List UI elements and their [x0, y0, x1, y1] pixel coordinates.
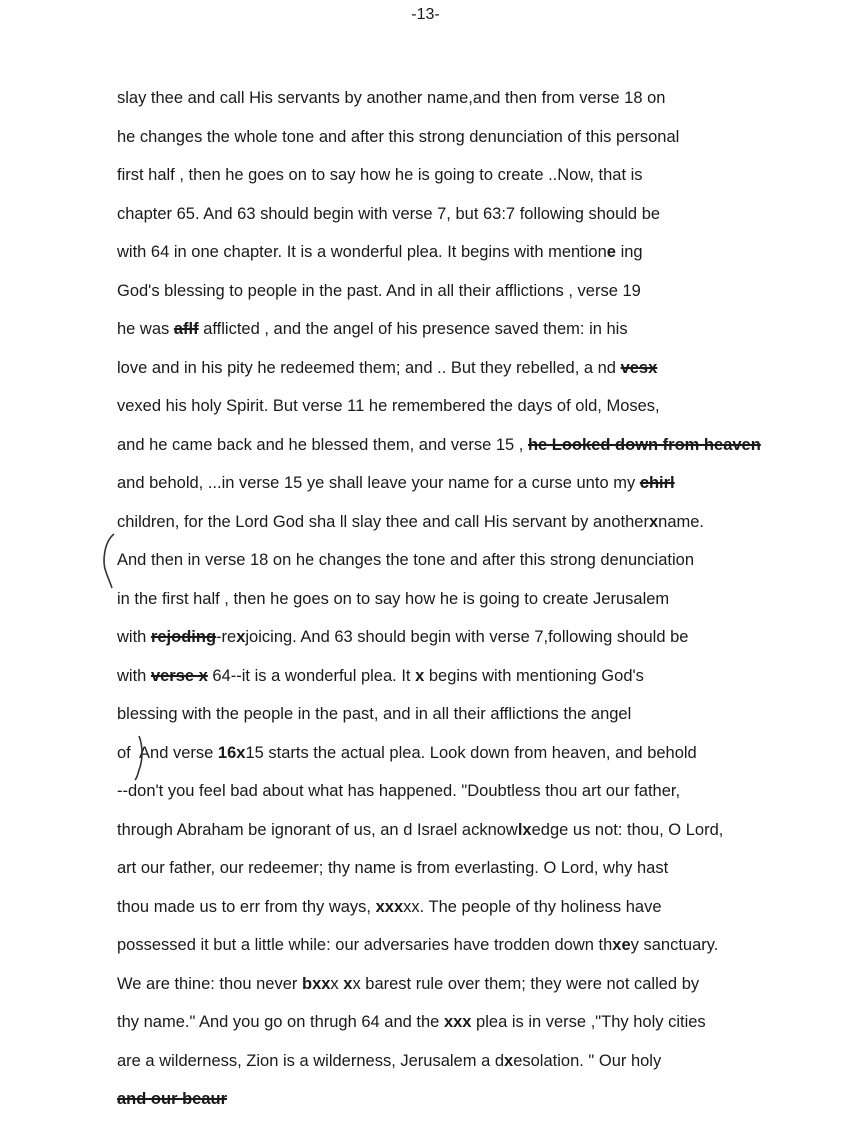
text-segment: joicing. And 63 should begin with verse 7,following should be: [245, 628, 689, 646]
text-segment: love and in his pity he redeemed them; and .. But they rebelled, a nd: [117, 358, 621, 377]
text-line: [117, 510, 837, 549]
text-segment: 64--it is a wonderful plea. It: [207, 666, 416, 685]
text-line: [117, 394, 837, 433]
text-line: [117, 625, 837, 664]
text-segment: plea is in verse ,"Thy holy cities: [471, 1013, 706, 1031]
text-line: [117, 163, 837, 202]
text-line: [117, 818, 837, 857]
document-body: [117, 86, 837, 1126]
text-segment: first half , then he goes on to say how he is going to create ..Now, that is: [117, 166, 643, 184]
text-segment: ing: [615, 243, 643, 261]
struck-text: aflf: [173, 320, 199, 338]
overtyped-text: bxx: [301, 974, 331, 993]
text-line: [117, 702, 837, 741]
text-segment: blessing with the people in the past, and in all their afflictions the angel: [117, 705, 632, 723]
text-segment: possessed it but a little while: our adversaries have trodden down th: [117, 936, 613, 954]
overtyped-text: x: [648, 512, 659, 531]
text-line: [117, 202, 837, 241]
text-line: [117, 433, 837, 472]
text-segment: chapter 65. And 63 should begin with verse 7, but 63:7 following should be: [117, 204, 661, 223]
overtyped-text: x: [236, 628, 246, 646]
text-segment: vexed his holy Spirit. But verse 11 he remembered the days of old, Moses,: [117, 397, 660, 415]
text-segment: xx. The people of thy holiness have: [403, 897, 662, 916]
overtyped-text: x: [504, 1051, 514, 1070]
struck-text: chirl: [639, 474, 675, 492]
text-line: [117, 741, 837, 780]
text-line: [117, 933, 837, 972]
text-segment: edge us not: thou, O Lord,: [531, 820, 724, 839]
text-line: [117, 779, 837, 818]
text-line: [117, 86, 837, 125]
text-segment: begins with mentioning God's: [424, 666, 644, 685]
text-segment: through Abraham be ignorant of us, an d Israel acknow: [117, 820, 518, 839]
text-segment: --don't you feel bad about what has happened. "Doubtless thou art our father,: [117, 782, 681, 800]
overtyped-text: xe: [612, 936, 631, 954]
overtyped-text: xxx: [443, 1013, 472, 1031]
overtyped-text: x: [415, 666, 425, 685]
text-segment: he changes the whole tone and after this strong denunciation of this personal: [117, 127, 680, 146]
handwritten-bracket-mark: [100, 532, 116, 590]
text-segment: And then in verse 18 on he changes the tone and after this strong denunciation: [117, 551, 694, 569]
text-segment: with 64 in one chapter. It is a wonderful plea. It begins with mention: [117, 243, 607, 261]
text-line: [117, 471, 837, 510]
text-segment: with: [117, 628, 151, 646]
overtyped-text: lx: [517, 820, 532, 839]
text-line: [117, 240, 837, 279]
text-line: [117, 664, 837, 703]
text-segment: afflicted , and the angel of his presence saved them: in his: [198, 320, 628, 338]
text-segment: x barest rule over them; they were not called by: [352, 974, 700, 993]
text-segment: thou made us to err from thy ways,: [117, 897, 376, 916]
text-line: [117, 895, 837, 934]
text-line: [117, 317, 837, 356]
text-segment: name.: [658, 512, 705, 531]
text-segment: -re: [216, 628, 237, 646]
text-line: [117, 972, 837, 1011]
text-segment: in the first half , then he goes on to say how he is going to create Jerusalem: [117, 589, 670, 608]
text-segment: slay thee and call His servants by another name,and then from verse 18 on: [117, 89, 666, 107]
text-segment: children, for the Lord God sha ll slay thee and call His servant by another: [117, 512, 649, 531]
text-line: [117, 125, 837, 164]
text-segment: God's blessing to people in the past. And in all their afflictions , verse 19: [117, 281, 641, 300]
text-segment: We are thine: thou never: [117, 974, 302, 993]
text-segment: of And verse: [117, 743, 218, 762]
text-line: [117, 1087, 837, 1126]
text-segment: x: [330, 974, 344, 993]
overtyped-text: xxx: [375, 897, 404, 916]
struck-text: he Looked down from heaven: [527, 435, 761, 454]
text-line: [117, 587, 837, 626]
overtyped-text: 16x: [217, 743, 246, 762]
struck-text: vesx: [620, 358, 658, 377]
text-segment: 15 starts the actual plea. Look down from heaven, and behold: [245, 743, 697, 762]
text-segment: esolation. " Our holy: [513, 1051, 662, 1070]
struck-text: verse x: [150, 666, 208, 685]
text-segment: and behold, ...in verse 15 ye shall leave your name for a curse unto my: [117, 474, 640, 492]
text-line: [117, 1049, 837, 1088]
overtyped-text: x: [343, 974, 353, 993]
struck-text: rejoding: [150, 628, 217, 646]
text-segment: are a wilderness, Zion is a wilderness, Jerusalem a d: [117, 1051, 505, 1070]
struck-text: and our beaur: [117, 1090, 228, 1108]
text-line: [117, 356, 837, 395]
overtyped-text: e: [606, 243, 616, 261]
text-line: [117, 856, 837, 895]
text-line: [117, 548, 837, 587]
text-line: [117, 1010, 837, 1049]
text-segment: thy name." And you go on thrugh 64 and the: [117, 1013, 444, 1031]
text-segment: art our father, our redeemer; thy name is from everlasting. O Lord, why hast: [117, 859, 669, 877]
text-segment: and he came back and he blessed them, and verse 15 ,: [117, 435, 528, 454]
handwritten-bracket-mark: [133, 734, 145, 782]
text-segment: he was: [117, 320, 174, 338]
text-segment: y sanctuary.: [630, 936, 719, 954]
page-number: -13-: [411, 6, 440, 23]
text-line: [117, 279, 837, 318]
text-segment: with: [117, 666, 151, 685]
